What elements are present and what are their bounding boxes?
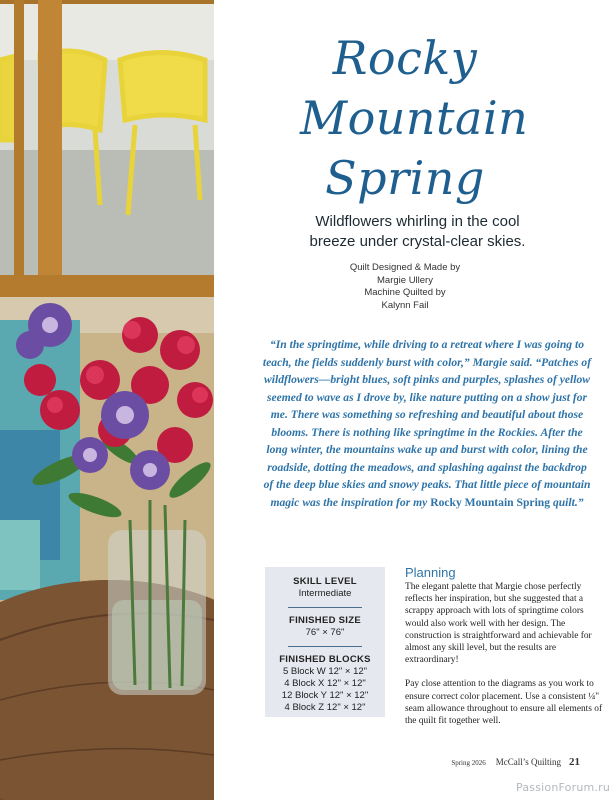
finished-blocks-label: FINISHED BLOCKS (279, 654, 371, 665)
watermark: PassionForum.ru (516, 781, 610, 794)
credit-line: Machine Quilted by (364, 287, 446, 298)
divider (288, 607, 362, 608)
quilt-specs-box (265, 567, 385, 717)
quote-text: “In the springtime, while driving to a retreat where I was going to teach, the fields suddenly burst with color,” Margie said. “Patches of wildflowers—bright blues, soft pinks and purples, splashes of yellow seemed to wave as I drove by, like nature putting on a show just for me. There was something so refreshing and beautiful about those blooms. There is nothing like springtime in the Rockies. After the long winter, the mountains wake up and burst with color, lining the roadside, dotting the meadows, and splashing against the backdrop of the deep blue skies and snowy peaks. That little piece of mountain magic was the inspiration for my (262, 338, 592, 509)
finished-size-value: 76" × 76" (305, 627, 345, 638)
skill-level-value: Intermediate (298, 588, 352, 599)
credit-line: Margie Ullery (377, 274, 433, 286)
flowers-photo-illustration (0, 0, 214, 800)
article-title (300, 28, 529, 208)
credit-line: Kalynn Fail (381, 299, 429, 311)
pull-quote (262, 336, 592, 511)
title-line-1: Rocky (332, 31, 478, 85)
issue-date: Spring 2026 (451, 759, 486, 767)
quote-ending: quilt.” (552, 495, 584, 509)
skill-level-label: SKILL LEVEL (293, 576, 357, 587)
title-line-2: Mountain (300, 91, 529, 145)
quote-quilt-name: Rocky Mountain Spring (430, 495, 551, 509)
designer-credits (330, 262, 480, 312)
planning-heading: Planning (405, 565, 456, 580)
planning-paragraph: Pay close attention to the diagrams as you work to ensure correct color placement. Use a consistent ¼" seam allowance throughout to ensure all elements of the quilt fit together well. (405, 679, 603, 727)
title-line-3: Spring (325, 151, 485, 205)
block-count-line: 12 Block Y 12" × 12" (281, 690, 369, 701)
magazine-name: McCall’s Quilting (495, 757, 561, 767)
planning-section (405, 565, 605, 727)
block-count-line: 4 Block Z 12" × 12" (284, 702, 366, 713)
article-subtitle: Wildflowers whirling in the cool breeze under crystal-clear skies. (309, 213, 526, 250)
page-footer (440, 752, 580, 770)
credit-line: Quilt Designed & Made by (349, 262, 461, 273)
page-number: 21 (569, 756, 580, 768)
divider (288, 646, 362, 647)
block-count-line: 5 Block W 12" × 12" (282, 666, 368, 677)
cover-photo (0, 0, 214, 800)
block-count-line: 4 Block X 12" × 12" (284, 678, 366, 689)
planning-paragraph: The elegant palette that Margie chose perfectly reflects her inspiration, but she suggested that a scrappy approach with lots of springtime colors would also work well with her design. The construction is straightforward and achievable for almost any skill level, but the results are extraordinary! (405, 582, 592, 666)
finished-size-label: FINISHED SIZE (289, 615, 361, 626)
